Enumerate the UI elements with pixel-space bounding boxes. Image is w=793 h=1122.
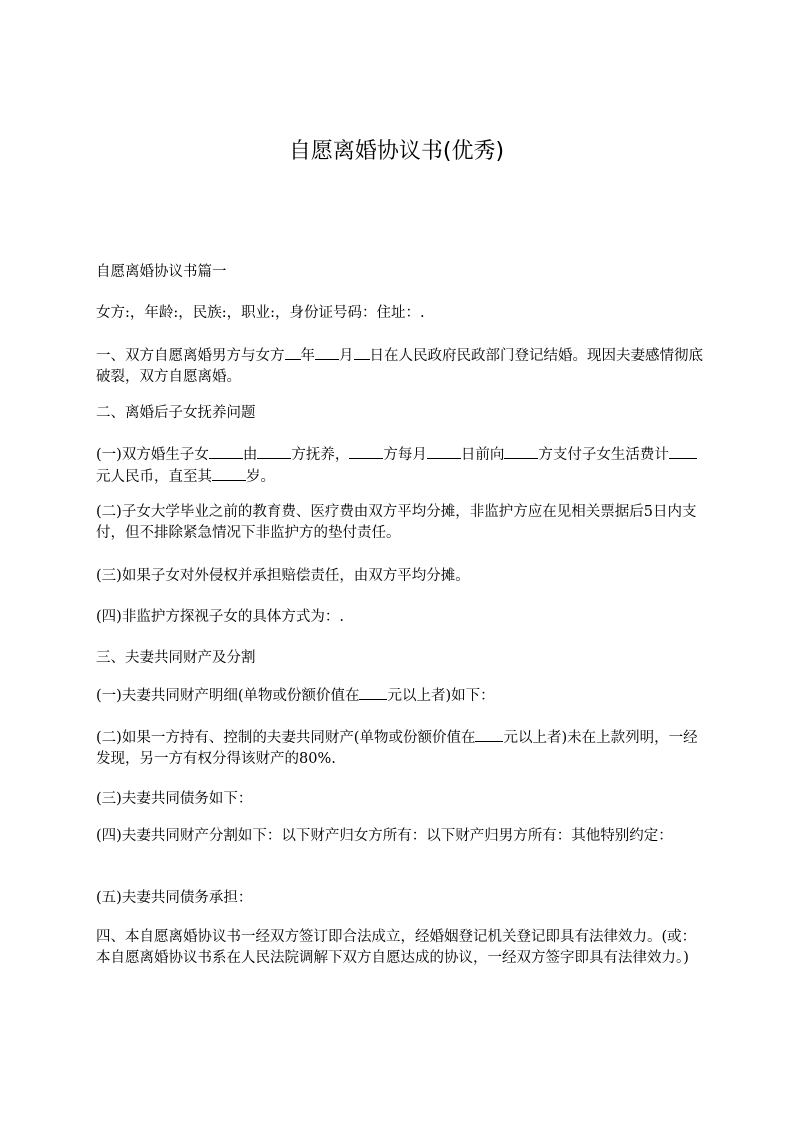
document-title: 自愿离婚协议书(优秀) xyxy=(288,139,505,164)
clause-2-1-text-h: 岁。 xyxy=(246,469,275,485)
clause-1 xyxy=(96,345,706,388)
clause-2-1-text-a: (一)双方婚生子女 xyxy=(96,447,209,463)
clause-1-text-b: 年 xyxy=(300,348,315,364)
clause-3-2-text-a: (二)如果一方持有、控制的夫妻共同财产(单物或份额价值在 xyxy=(96,730,476,746)
clause-2-1 xyxy=(96,444,706,488)
clause-2-1-text-f: 方支付子女生活费计 xyxy=(538,447,669,463)
clause-3-2-text-b: 元以上者)未在上款列明，一经发现，另一方有权分得该财产的80%. xyxy=(96,730,698,767)
blank-line xyxy=(354,345,370,360)
clause-1-text-c: 月 xyxy=(339,348,354,364)
parties-line: 女方:，年龄:，民族:，职业:，身份证号码：住址：. xyxy=(96,305,425,321)
clause-3-3: (三)夫妻共同债务如下： xyxy=(96,791,253,807)
clause-4: 四、本自愿离婚协议书一经双方签订即合法成立，经婚姻登记机关登记即具有法律效力。(或：本自愿离婚协议书系在人民法院调解下双方自愿达成的协议，一经双方签字即具有法律效力。) xyxy=(96,929,697,966)
clause-1-text-d: 日在人民政府民政部门登记结婚。现因夫妻感情彻底破裂，双方自愿离婚。 xyxy=(96,348,703,385)
blank-line xyxy=(359,685,387,700)
clause-2-3: (三)如果子女对外侵权并承担赔偿责任，由双方平均分摊。 xyxy=(96,568,470,584)
blank-line xyxy=(212,466,246,481)
blank-line xyxy=(475,727,503,742)
blank-line xyxy=(504,444,538,459)
clause-2-2: (二)子女大学毕业之前的教育费、医疗费由双方平均分摊，非监护方应在见相关票据后5日内支付，但不排除紧急情况下非监护方的垫付责任。 xyxy=(96,504,697,541)
clause-3-1 xyxy=(96,685,706,707)
clause-2-1-text-c: 方抚养， xyxy=(291,447,350,463)
blank-line xyxy=(669,444,697,459)
blank-line xyxy=(427,444,461,459)
blank-line xyxy=(257,444,291,459)
clause-2-4: (四)非监护方探视子女的具体方式为：. xyxy=(96,609,344,625)
clause-2-1-text-e: 日前向 xyxy=(460,447,505,463)
clause-2-1-text-g: 元人民币，直至其 xyxy=(96,469,212,485)
clause-2-heading: 二、离婚后子女抚养问题 xyxy=(96,405,256,421)
clause-3-1-text-b: 元以上者)如下： xyxy=(387,688,495,704)
clause-3-1-text-a: (一)夫妻共同财产明细(单物或份额价值在 xyxy=(96,688,360,704)
clause-3-2 xyxy=(96,727,706,770)
blank-line xyxy=(349,444,383,459)
blank-line xyxy=(285,345,301,360)
clause-2-1-text-d: 方每月 xyxy=(383,447,427,463)
section-heading: 自愿离婚协议书篇一 xyxy=(96,264,227,280)
blank-line xyxy=(315,345,339,360)
clause-2-1-text-b: 由 xyxy=(242,447,258,463)
clause-1-text-a: 一、双方自愿离婚男方与女方 xyxy=(96,348,285,364)
clause-3-5: (五)夫妻共同债务承担： xyxy=(96,890,253,906)
blank-line xyxy=(209,444,243,459)
clause-3-heading: 三、夫妻共同财产及分割 xyxy=(96,650,256,666)
clause-3-4: (四)夫妻共同财产分割如下：以下财产归女方所有：以下财产归男方所有：其他特别约定： xyxy=(96,828,673,844)
